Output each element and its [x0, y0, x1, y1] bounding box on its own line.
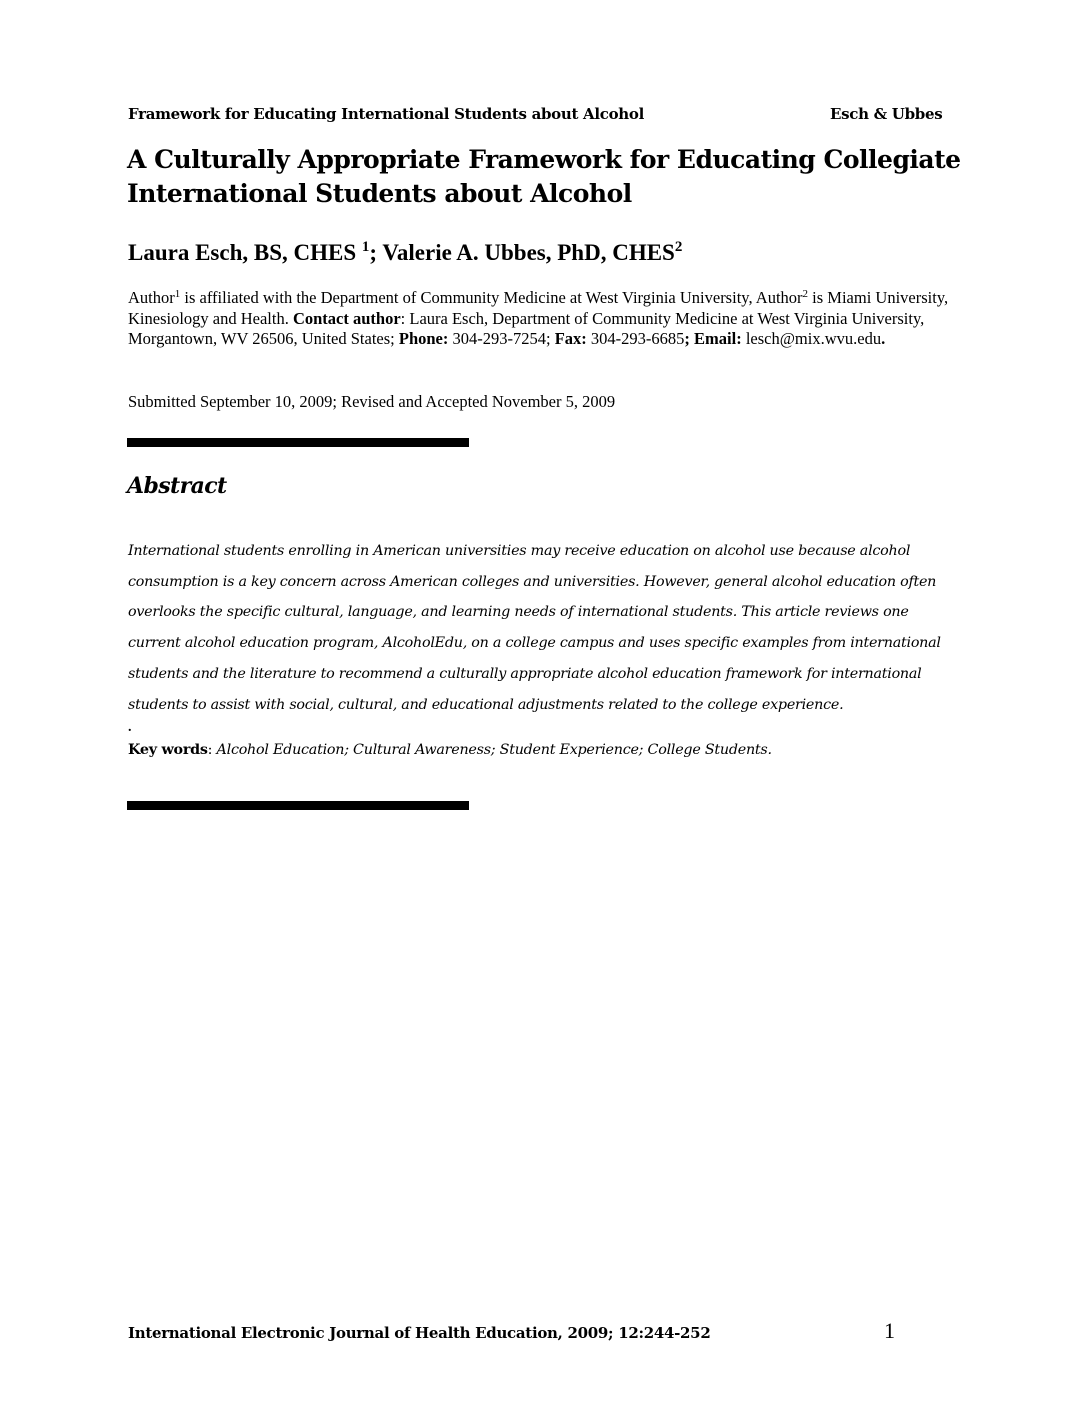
affiliation-text: is Miami University, Kinesiology and Health. [128, 288, 949, 328]
author-1-superscript: 1 [361, 239, 370, 255]
footer-journal-citation: International Electronic Journal of Health Education, 2009; 12:244-252 [128, 1324, 711, 1342]
abstract-body: International students enrolling in American universities may receive education on alcohol use because alcohol consumption is a key concern across American colleges and universities. However, general alcohol education often overlooks the specific cultural, language, and learning needs of international students. This article reviews one current alcohol education program, AlcoholEdu, on a college campus and uses specific examples from international students and the literature to recommend a culturally appropriate alcohol education framework for international students to assist with social, cultural, and educational adjustments related to the college experience. [128, 543, 941, 713]
fax-terminator: ; [684, 329, 695, 348]
affiliation-text: Author [128, 288, 175, 307]
affiliation-superscript-2: 2 [802, 288, 809, 300]
phone-label: Phone: [398, 329, 449, 348]
email-terminator: . [881, 329, 886, 348]
keywords-label: Key words [128, 742, 208, 758]
author-separator: ; [369, 240, 383, 265]
contact-author-label: Contact author [292, 308, 401, 328]
keywords-colon: : [207, 742, 217, 758]
fax-label: Fax: [554, 329, 587, 348]
affiliation-superscript-1: 1 [174, 288, 181, 300]
page-number: 1 [884, 1318, 895, 1343]
stray-period: . [128, 720, 132, 735]
paper-title: A Culturally Appropriate Framework for Educating Collegiate International Students about Alcohol [127, 145, 961, 208]
submission-dates: Submitted September 10, 2009; Revised and Accepted November 5, 2009 [128, 392, 616, 411]
affiliation-paragraph [128, 288, 958, 350]
running-header-title: Framework for Educating International Students about Alcohol [128, 105, 645, 123]
author-2-superscript: 2 [674, 239, 683, 255]
phone-value: 304-293-7254; [448, 329, 555, 348]
email-label: Email: [694, 329, 742, 348]
running-header-authors: Esch & Ubbes [830, 105, 943, 123]
keywords-line [128, 742, 772, 758]
abstract-heading: Abstract [127, 473, 227, 499]
email-value: lesch@mix.wvu.edu [741, 329, 882, 348]
author-line [128, 238, 682, 268]
section-divider-bottom [127, 801, 469, 810]
affiliation-text: is affiliated with the Department of Community Medicine at West Virginia University, Author [180, 288, 803, 307]
section-divider-top [127, 438, 469, 447]
keywords-text: Alcohol Education; Cultural Awareness; Student Experience; College Students. [216, 742, 772, 758]
contact-author-text: : Laura Esch, Department of Community Medicine at West Virginia University, Morgantown, WV 26506, United States; [128, 308, 925, 348]
fax-value: 304-293-6685 [586, 329, 685, 348]
author-1-name: Laura Esch, BS, CHES [128, 240, 362, 265]
author-2-name: Valerie A. Ubbes, PhD, CHES [382, 240, 675, 265]
